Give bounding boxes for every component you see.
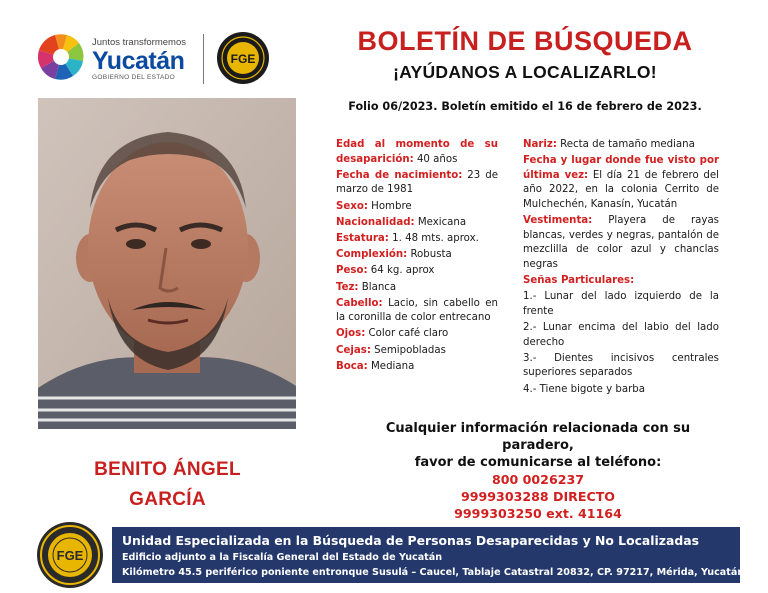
- seal-text: FGE: [56, 548, 84, 563]
- detail-row: [336, 281, 498, 296]
- contact-line2: favor de comunicarse al teléfono:: [414, 455, 662, 470]
- person-name-line1: BENITO ÁNGEL: [94, 459, 241, 480]
- detail-value: Recta de tamaño mediana: [560, 139, 695, 150]
- detail-row: [336, 264, 498, 279]
- detail-value: Lacio, sin cabello en la coronilla de color entrecano: [336, 297, 499, 324]
- detail-row: [336, 216, 498, 231]
- detail-row: [336, 232, 498, 247]
- detail-row: [336, 200, 498, 215]
- detail-value: Mediana: [371, 360, 415, 372]
- detail-row: [523, 154, 719, 212]
- detail-label: Estatura:: [336, 232, 389, 244]
- detail-value: 1.- Lunar del lado izquierdo de la frente: [523, 291, 719, 317]
- detail-row: [523, 214, 719, 272]
- detail-value: Robusta: [410, 249, 452, 261]
- detail-row: [336, 360, 498, 375]
- detail-value: 3.- Dientes incisivos centrales superiores separados: [523, 352, 719, 379]
- brand-sub: GOBIERNO DEL ESTADO: [92, 73, 175, 81]
- person-name-line2: GARCÍA: [129, 489, 206, 510]
- detail-row: [336, 169, 498, 198]
- yucatan-logo-text: [92, 38, 186, 81]
- detail-label: Cabello:: [336, 297, 383, 309]
- person-name: [40, 455, 295, 515]
- detail-row: [523, 290, 719, 319]
- detail-value: 4.- Tiene bigote y barba: [523, 383, 645, 395]
- detail-label: Fecha de nacimiento:: [336, 169, 463, 181]
- phone-number: 9999303250 ext. 41164: [454, 506, 622, 521]
- detail-value: 2.- Lunar encima del labio del lado derecho: [523, 322, 719, 348]
- detail-label: Peso:: [336, 265, 368, 277]
- phone-number: 9999303288 DIRECTO: [461, 489, 615, 504]
- fge-badge-icon: [215, 30, 271, 86]
- contact-block: [348, 420, 728, 522]
- detail-row: [523, 274, 719, 289]
- footer-unit-name: Unidad Especializada en la Búsqueda de Personas Desaparecidas y No Localizadas: [122, 533, 699, 548]
- detail-label: Boca:: [336, 360, 368, 372]
- detail-row: [523, 138, 719, 153]
- missing-person-photo: [38, 98, 296, 429]
- fge-seal-icon: [36, 521, 104, 589]
- detail-label: Complexión:: [336, 249, 408, 261]
- detail-label: Nacionalidad:: [336, 216, 415, 228]
- detail-row: [523, 383, 719, 398]
- detail-label: Vestimenta:: [523, 215, 593, 227]
- detail-row: [336, 297, 498, 326]
- detail-label: Ojos:: [336, 328, 366, 340]
- detail-value: El día 21 de febrero del año 2022, en la colonia Cerrito de Mulchechén, Kanasín, Yucatán: [523, 169, 719, 210]
- detail-label: Tez:: [336, 281, 359, 293]
- fge-badge-text: FGE: [230, 52, 256, 66]
- detail-row: [336, 248, 498, 263]
- detail-label: Fecha y lugar donde fue visto por última vez:: [523, 155, 719, 181]
- detail-label: Nariz:: [523, 139, 557, 150]
- detail-row: [336, 344, 498, 359]
- page-subtitle: ¡AYÚDANOS A LOCALIZARLO!: [393, 62, 657, 82]
- phone-number: 800 0026237: [491, 472, 584, 487]
- detail-value: 23 de marzo de 1981: [336, 169, 498, 196]
- details-left-column: [336, 138, 498, 376]
- detail-value: 40 años: [416, 153, 458, 165]
- logo-divider: [203, 34, 204, 84]
- detail-label: Sexo:: [336, 200, 368, 212]
- detail-value: Hombre: [371, 200, 412, 212]
- detail-value: 64 kg. aprox: [370, 265, 435, 277]
- detail-row: [336, 327, 498, 342]
- footer-address: Kilómetro 45.5 periférico poniente entronque Susulá – Caucel, Tablaje Catastral 20832, CP. 97217, Mérida, Yucatán.: [122, 567, 748, 578]
- detail-label: Cejas:: [336, 344, 371, 356]
- folio-line: Folio 06/2023. Boletín emitido el 16 de febrero de 2023.: [348, 100, 702, 113]
- page-title: BOLETÍN DE BÚSQUEDA: [357, 26, 693, 56]
- brand-tagline: Juntos transformemos: [92, 37, 186, 48]
- detail-value: 1. 48 mts. aprox.: [392, 232, 479, 244]
- detail-value: Semipobladas: [374, 344, 446, 356]
- detail-row: [336, 138, 498, 167]
- detail-value: Mexicana: [417, 216, 467, 228]
- detail-label: Edad al momento de su desaparición:: [336, 139, 498, 165]
- detail-label: Señas Particulares:: [523, 275, 635, 287]
- contact-line1: Cualquier información relacionada con su paradero,: [385, 421, 691, 453]
- detail-row: [523, 352, 719, 381]
- footer-bar: [112, 527, 748, 583]
- detail-row: [523, 321, 719, 350]
- footer-building: Edificio adjunto a la Fiscalía General del Estado de Yucatán: [122, 552, 443, 563]
- detail-value: Playera de rayas blancas, verdes y negras, pantalón de mezclilla de color azul y chanclas negras: [523, 215, 719, 270]
- detail-value: Blanca: [361, 281, 397, 293]
- brand-name: Yucatán: [92, 46, 185, 75]
- yucatan-logo-icon: [36, 32, 86, 82]
- detail-value: Color café claro: [368, 328, 449, 340]
- details-right-column: [523, 138, 719, 399]
